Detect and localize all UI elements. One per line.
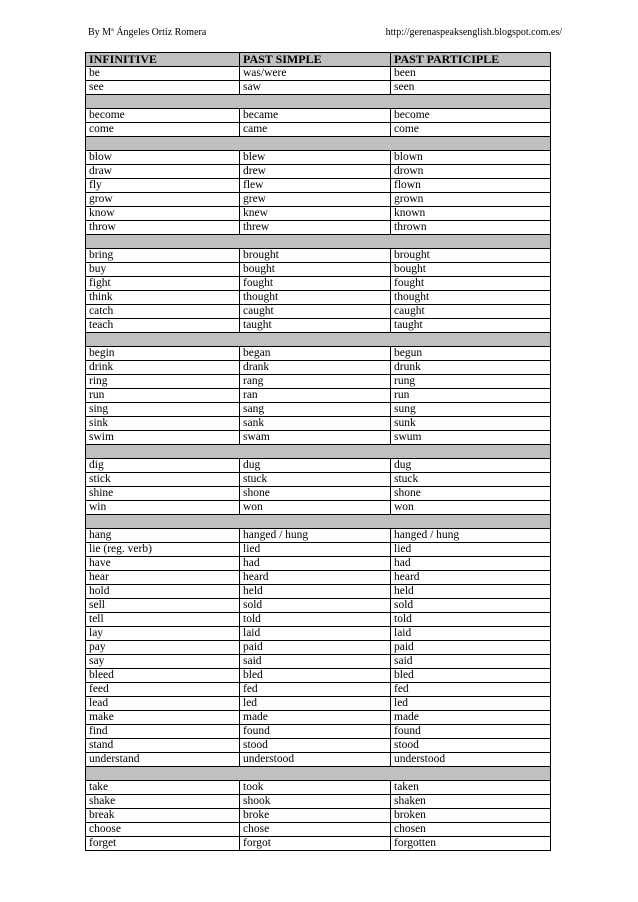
verb-row [86, 669, 551, 683]
infinitive-cell: understand [86, 753, 240, 767]
verb-row [86, 109, 551, 123]
past-participle-cell: blown [391, 151, 551, 165]
past-participle-cell: told [391, 613, 551, 627]
infinitive-cell: forget [86, 837, 240, 851]
past-simple-cell: sang [240, 403, 391, 417]
verb-row [86, 207, 551, 221]
infinitive-cell: find [86, 725, 240, 739]
verb-row [86, 529, 551, 543]
verb-row [86, 123, 551, 137]
infinitive-cell: know [86, 207, 240, 221]
past-simple-cell: flew [240, 179, 391, 193]
past-participle-cell: won [391, 501, 551, 515]
column-header-infinitive: INFINITIVE [86, 53, 240, 67]
verb-row [86, 739, 551, 753]
past-participle-cell: sunk [391, 417, 551, 431]
past-simple-cell: told [240, 613, 391, 627]
infinitive-cell: lead [86, 697, 240, 711]
infinitive-cell: hang [86, 529, 240, 543]
group-separator-row [86, 235, 551, 249]
past-participle-cell: fought [391, 277, 551, 291]
infinitive-cell: sink [86, 417, 240, 431]
verb-row [86, 291, 551, 305]
group-separator-row [86, 767, 551, 781]
past-participle-cell: stood [391, 739, 551, 753]
verb-row [86, 165, 551, 179]
past-simple-cell: swam [240, 431, 391, 445]
column-header-past-simple: PAST SIMPLE [240, 53, 391, 67]
verb-row [86, 487, 551, 501]
infinitive-cell: lay [86, 627, 240, 641]
past-simple-cell: blew [240, 151, 391, 165]
infinitive-cell: say [86, 655, 240, 669]
verb-row [86, 249, 551, 263]
verb-row [86, 179, 551, 193]
group-separator-cell [86, 767, 551, 781]
irregular-verbs-table [85, 52, 551, 851]
verb-row [86, 641, 551, 655]
past-simple-cell: bled [240, 669, 391, 683]
past-participle-cell: broken [391, 809, 551, 823]
past-simple-cell: brought [240, 249, 391, 263]
infinitive-cell: drink [86, 361, 240, 375]
past-simple-cell: lied [240, 543, 391, 557]
table-header-row [86, 53, 551, 67]
past-participle-cell: begun [391, 347, 551, 361]
verb-table-body [86, 67, 551, 851]
past-simple-cell: found [240, 725, 391, 739]
past-simple-cell: sold [240, 599, 391, 613]
past-simple-cell: understood [240, 753, 391, 767]
past-participle-cell: shaken [391, 795, 551, 809]
infinitive-cell: think [86, 291, 240, 305]
past-participle-cell: fed [391, 683, 551, 697]
verb-row [86, 277, 551, 291]
past-participle-cell: made [391, 711, 551, 725]
group-separator-row [86, 445, 551, 459]
past-participle-cell: forgotten [391, 837, 551, 851]
past-participle-cell: bled [391, 669, 551, 683]
infinitive-cell: take [86, 781, 240, 795]
past-simple-cell: saw [240, 81, 391, 95]
verb-row [86, 655, 551, 669]
past-participle-cell: drown [391, 165, 551, 179]
infinitive-cell: run [86, 389, 240, 403]
past-participle-cell: chosen [391, 823, 551, 837]
past-simple-cell: knew [240, 207, 391, 221]
infinitive-cell: lie (reg. verb) [86, 543, 240, 557]
past-simple-cell: caught [240, 305, 391, 319]
infinitive-cell: catch [86, 305, 240, 319]
infinitive-cell: become [86, 109, 240, 123]
verb-row [86, 501, 551, 515]
infinitive-cell: teach [86, 319, 240, 333]
verb-row [86, 319, 551, 333]
past-simple-cell: laid [240, 627, 391, 641]
past-simple-cell: broke [240, 809, 391, 823]
infinitive-cell: shine [86, 487, 240, 501]
past-simple-cell: ran [240, 389, 391, 403]
past-simple-cell: forgot [240, 837, 391, 851]
infinitive-cell: stick [86, 473, 240, 487]
infinitive-cell: choose [86, 823, 240, 837]
past-simple-cell: hanged / hung [240, 529, 391, 543]
column-header-past-participle: PAST PARTICIPLE [391, 53, 551, 67]
verb-row [86, 151, 551, 165]
verb-row [86, 599, 551, 613]
infinitive-cell: swim [86, 431, 240, 445]
group-separator-cell [86, 95, 551, 109]
past-participle-cell: thought [391, 291, 551, 305]
past-participle-cell: led [391, 697, 551, 711]
past-simple-cell: bought [240, 263, 391, 277]
past-participle-cell: dug [391, 459, 551, 473]
past-participle-cell: sung [391, 403, 551, 417]
past-participle-cell: rung [391, 375, 551, 389]
past-simple-cell: fed [240, 683, 391, 697]
past-participle-cell: found [391, 725, 551, 739]
past-participle-cell: caught [391, 305, 551, 319]
infinitive-cell: come [86, 123, 240, 137]
past-simple-cell: rang [240, 375, 391, 389]
verb-row [86, 809, 551, 823]
verb-row [86, 753, 551, 767]
past-simple-cell: made [240, 711, 391, 725]
past-participle-cell: been [391, 67, 551, 81]
group-separator-row [86, 515, 551, 529]
blog-url: http://gerenaspeaksenglish.blogspot.com.es/ [385, 27, 562, 38]
verb-row [86, 263, 551, 277]
past-simple-cell: was/were [240, 67, 391, 81]
past-simple-cell: chose [240, 823, 391, 837]
past-simple-cell: won [240, 501, 391, 515]
past-simple-cell: drew [240, 165, 391, 179]
infinitive-cell: ring [86, 375, 240, 389]
verb-row [86, 67, 551, 81]
past-simple-cell: stuck [240, 473, 391, 487]
group-separator-cell [86, 515, 551, 529]
infinitive-cell: sing [86, 403, 240, 417]
infinitive-cell: fight [86, 277, 240, 291]
infinitive-cell: be [86, 67, 240, 81]
past-simple-cell: stood [240, 739, 391, 753]
verb-row [86, 473, 551, 487]
verb-row [86, 347, 551, 361]
verb-row [86, 389, 551, 403]
past-simple-cell: had [240, 557, 391, 571]
verb-row [86, 543, 551, 557]
group-separator-row [86, 333, 551, 347]
group-separator-cell [86, 137, 551, 151]
past-participle-cell: taken [391, 781, 551, 795]
past-simple-cell: sank [240, 417, 391, 431]
past-simple-cell: paid [240, 641, 391, 655]
past-participle-cell: said [391, 655, 551, 669]
past-participle-cell: taught [391, 319, 551, 333]
past-simple-cell: grew [240, 193, 391, 207]
infinitive-cell: hold [86, 585, 240, 599]
verb-row [86, 683, 551, 697]
infinitive-cell: buy [86, 263, 240, 277]
verb-row [86, 81, 551, 95]
infinitive-cell: tell [86, 613, 240, 627]
past-simple-cell: threw [240, 221, 391, 235]
past-simple-cell: began [240, 347, 391, 361]
past-simple-cell: shook [240, 795, 391, 809]
past-participle-cell: come [391, 123, 551, 137]
infinitive-cell: shake [86, 795, 240, 809]
verb-row [86, 795, 551, 809]
past-participle-cell: bought [391, 263, 551, 277]
past-simple-cell: said [240, 655, 391, 669]
past-simple-cell: held [240, 585, 391, 599]
past-participle-cell: thrown [391, 221, 551, 235]
group-separator-cell [86, 235, 551, 249]
verb-row [86, 193, 551, 207]
past-participle-cell: held [391, 585, 551, 599]
verb-row [86, 627, 551, 641]
verb-row [86, 403, 551, 417]
infinitive-cell: win [86, 501, 240, 515]
past-simple-cell: became [240, 109, 391, 123]
infinitive-cell: fly [86, 179, 240, 193]
past-simple-cell: dug [240, 459, 391, 473]
verb-row [86, 711, 551, 725]
past-simple-cell: led [240, 697, 391, 711]
past-participle-cell: stuck [391, 473, 551, 487]
infinitive-cell: bleed [86, 669, 240, 683]
author-credit: By Mª Ángeles Ortiz Romera [88, 27, 207, 38]
verb-row [86, 571, 551, 585]
infinitive-cell: grow [86, 193, 240, 207]
infinitive-cell: throw [86, 221, 240, 235]
past-participle-cell: brought [391, 249, 551, 263]
page-header [88, 26, 562, 40]
infinitive-cell: feed [86, 683, 240, 697]
infinitive-cell: blow [86, 151, 240, 165]
infinitive-cell: have [86, 557, 240, 571]
verb-row [86, 823, 551, 837]
past-participle-cell: heard [391, 571, 551, 585]
infinitive-cell: stand [86, 739, 240, 753]
past-participle-cell: understood [391, 753, 551, 767]
infinitive-cell: make [86, 711, 240, 725]
verb-row [86, 613, 551, 627]
infinitive-cell: sell [86, 599, 240, 613]
past-participle-cell: grown [391, 193, 551, 207]
group-separator-cell [86, 445, 551, 459]
infinitive-cell: hear [86, 571, 240, 585]
group-separator-row [86, 95, 551, 109]
infinitive-cell: begin [86, 347, 240, 361]
past-participle-cell: become [391, 109, 551, 123]
verb-row [86, 417, 551, 431]
past-simple-cell: fought [240, 277, 391, 291]
past-simple-cell: took [240, 781, 391, 795]
past-simple-cell: shone [240, 487, 391, 501]
verb-row [86, 375, 551, 389]
past-participle-cell: paid [391, 641, 551, 655]
past-simple-cell: heard [240, 571, 391, 585]
past-simple-cell: came [240, 123, 391, 137]
past-participle-cell: run [391, 389, 551, 403]
past-participle-cell: swum [391, 431, 551, 445]
past-participle-cell: had [391, 557, 551, 571]
past-participle-cell: seen [391, 81, 551, 95]
infinitive-cell: see [86, 81, 240, 95]
verb-row [86, 305, 551, 319]
past-participle-cell: laid [391, 627, 551, 641]
past-participle-cell: lied [391, 543, 551, 557]
past-participle-cell: hanged / hung [391, 529, 551, 543]
verb-row [86, 431, 551, 445]
infinitive-cell: break [86, 809, 240, 823]
verb-row [86, 221, 551, 235]
past-simple-cell: taught [240, 319, 391, 333]
verb-row [86, 459, 551, 473]
past-participle-cell: known [391, 207, 551, 221]
verb-row [86, 837, 551, 851]
past-participle-cell: flown [391, 179, 551, 193]
verb-row [86, 781, 551, 795]
infinitive-cell: dig [86, 459, 240, 473]
verb-row [86, 585, 551, 599]
verb-row [86, 557, 551, 571]
past-simple-cell: thought [240, 291, 391, 305]
group-separator-cell [86, 333, 551, 347]
infinitive-cell: draw [86, 165, 240, 179]
past-simple-cell: drank [240, 361, 391, 375]
infinitive-cell: pay [86, 641, 240, 655]
group-separator-row [86, 137, 551, 151]
past-participle-cell: sold [391, 599, 551, 613]
verb-row [86, 725, 551, 739]
verb-row [86, 361, 551, 375]
past-participle-cell: shone [391, 487, 551, 501]
past-participle-cell: drunk [391, 361, 551, 375]
infinitive-cell: bring [86, 249, 240, 263]
verb-row [86, 697, 551, 711]
